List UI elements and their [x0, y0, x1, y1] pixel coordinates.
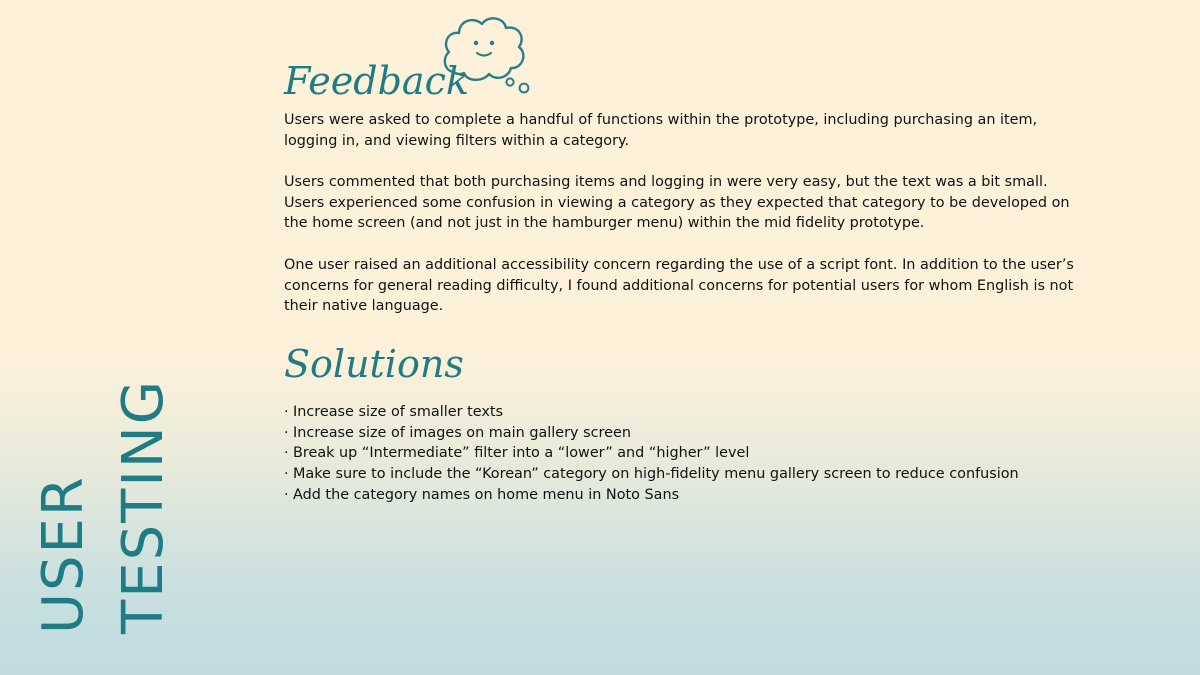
solutions-heading: Solutions [284, 342, 464, 386]
list-item-text: Increase size of smaller texts [293, 404, 503, 420]
list-item-text: Increase size of images on main gallery screen [293, 424, 631, 441]
list-item-text: Add the category names on home menu in Noto Sans [293, 486, 680, 503]
feedback-paragraph-3 [284, 255, 1074, 317]
bullet-dot: · [284, 424, 289, 441]
feedback-paragraph-1 [284, 110, 1074, 151]
feedback-paragraph-text: One user raised an additional accessibility concern regarding the use of a script font. In addition to the user’s concerns for general reading difficulty, I found additional concerns for potential users for whom English is not their native language. [284, 257, 1074, 315]
list-item [284, 464, 1104, 485]
list-item [284, 443, 1104, 464]
list-item [284, 485, 1104, 506]
bullet-dot: · [284, 486, 289, 503]
list-item-text: Make sure to include the “Korean” category on high-fidelity menu gallery screen to reduce confusion [293, 466, 1019, 483]
feedback-paragraph-text: Users commented that both purchasing items and logging in were very easy, but the text was a bit small. Users experienced some confusion in viewing a category as they expected that category to be developed on the home screen (and not just in the hamburger menu) within the mid fidelity prototype. [284, 174, 1070, 232]
bullet-dot: · [284, 404, 289, 420]
bullet-dot: · [284, 445, 289, 462]
bullet-dot: · [284, 466, 289, 483]
side-title-line-testing: TESTING [111, 378, 176, 634]
feedback-heading: Feedback [284, 59, 469, 103]
feedback-paragraph-text: Users were asked to complete a handful of functions within the prototype, including purchasing an item, logging in, and viewing filters within a category. [284, 112, 1038, 149]
list-item [284, 423, 1104, 444]
side-title [30, 378, 180, 638]
list-item [284, 402, 1104, 423]
list-item-text: Break up “Intermediate” filter into a “lower” and “higher” level [293, 445, 750, 462]
feedback-paragraph-2 [284, 172, 1074, 234]
side-title-line-user: USER [31, 475, 96, 634]
solutions-list [284, 402, 1104, 506]
